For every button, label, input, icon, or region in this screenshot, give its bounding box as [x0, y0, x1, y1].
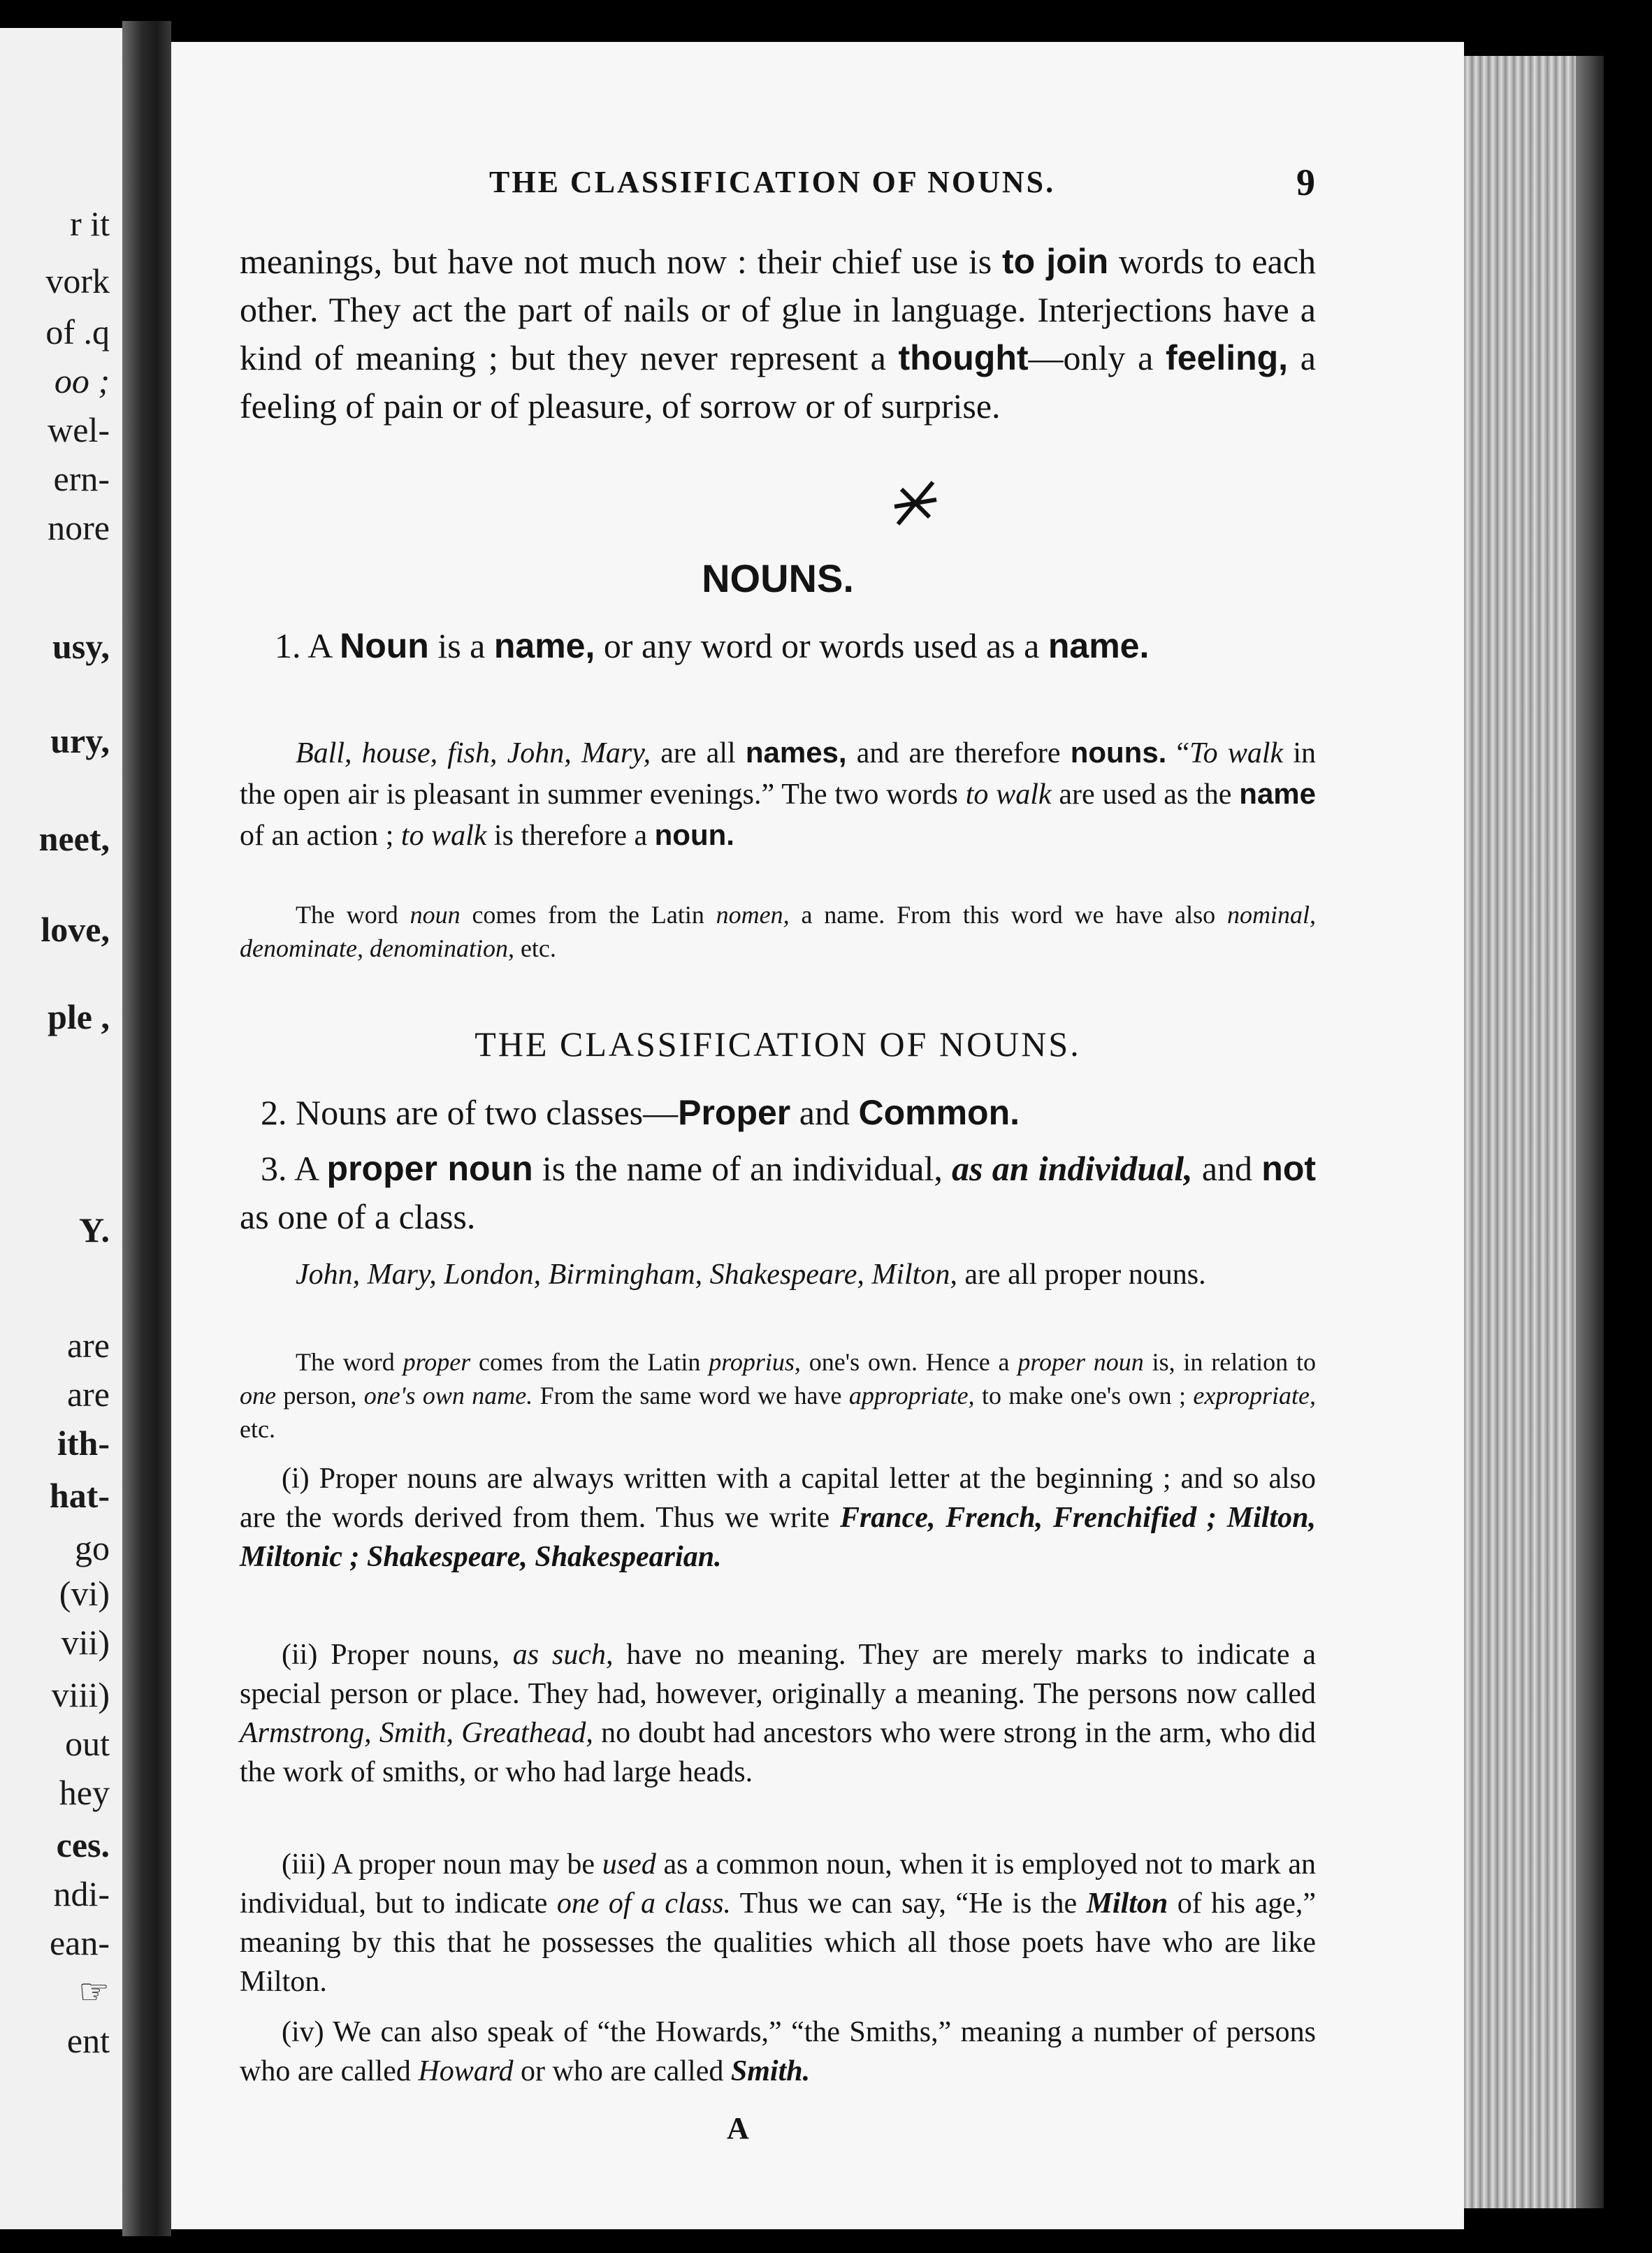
signature-mark: A: [727, 2111, 749, 2145]
text: —only a: [1028, 338, 1166, 377]
previous-page-fragment: love,: [41, 910, 110, 949]
emphasis: not: [1261, 1149, 1317, 1188]
previous-page-fragment: wel-: [48, 410, 110, 449]
previous-page-fragment: are: [66, 1375, 110, 1414]
text: comes from the Latin: [460, 901, 716, 929]
paragraph-ii: [240, 1635, 1316, 1792]
previous-page-fragment: ndi-: [53, 1874, 110, 1913]
page-edges-shadow: [1576, 56, 1604, 2208]
text: and are therefore: [846, 737, 1071, 769]
text: and: [790, 1093, 859, 1132]
italic-text: used: [602, 1848, 656, 1881]
text: or any word or words used as a: [595, 626, 1048, 665]
italic-text: Smith.: [730, 2055, 811, 2087]
definition-3: [240, 1145, 1316, 1241]
previous-page-fragment: usy,: [52, 627, 110, 666]
previous-page-fragment: go: [75, 1528, 110, 1567]
emphasis: nouns.: [1070, 736, 1167, 769]
section-heading-nouns: NOUNS.: [702, 556, 854, 600]
italic-text: Armstrong, Smith, Greathead,: [240, 1717, 593, 1749]
text: From the same word we have: [532, 1382, 849, 1410]
running-head: THE CLASSIFICATION OF NOUNS.: [489, 165, 1056, 199]
italic-text: France, French, Frenchified ; Milton, Miltonic ; Shakespeare, Shakespearian.: [240, 1502, 1317, 1573]
paragraph-i: [240, 1459, 1316, 1577]
emphasis: name,: [493, 626, 595, 665]
previous-page-fragment: vii): [61, 1623, 110, 1662]
italic-text: nominal, denominate, denomination,: [240, 901, 1316, 962]
text: are all proper nouns.: [957, 1259, 1206, 1291]
italic-text: one: [240, 1382, 276, 1410]
italic-text: one of a class.: [556, 1888, 731, 1920]
previous-page-fragment: ces.: [56, 1825, 110, 1864]
italic-text: one's own name.: [363, 1382, 533, 1410]
emphasis: proper noun: [326, 1149, 533, 1188]
text: etc.: [514, 934, 556, 962]
text: 1. A: [275, 626, 340, 665]
text: a feeling of pain or of pleasure, of sorrow or of surprise.: [240, 338, 1316, 426]
previous-page-fragment: of .q: [45, 312, 110, 352]
example-1: [240, 732, 1316, 856]
text: (iii) A proper noun may be: [282, 1848, 602, 1881]
italic-text: expropriate,: [1193, 1382, 1316, 1410]
emphasis: name.: [1048, 626, 1150, 665]
text: to make one's own ;: [974, 1382, 1194, 1410]
previous-page-fragment: Y.: [78, 1210, 110, 1249]
previous-page-fragment: ean-: [49, 1923, 110, 1962]
text: are used as the: [1051, 778, 1240, 811]
previous-page-fragment: (vi): [59, 1574, 110, 1613]
emphasis: Noun: [340, 626, 429, 665]
emphasis: name: [1239, 777, 1317, 810]
text: are all: [651, 737, 746, 769]
italic-text: proper: [403, 1348, 471, 1376]
italic-text: To walk: [1189, 737, 1284, 769]
text: (ii) Proper nouns,: [282, 1639, 513, 1671]
text: in the open air is pleasant in summer evenings.” The two words: [240, 737, 1317, 811]
text: one's own. Hence a: [800, 1348, 1018, 1376]
text: meanings, but have not much now : their chief use is: [240, 242, 1002, 281]
page-number: 9: [1296, 161, 1315, 203]
italic-text: John, Mary, London, Birmingham, Shakespeare, Milton,: [296, 1259, 957, 1291]
text: is therefore a: [486, 820, 655, 852]
intro-paragraph: [240, 238, 1316, 430]
previous-page-fragment: ent: [66, 2021, 110, 2060]
emphasis: to join: [1001, 242, 1109, 281]
emphasis: thought: [898, 338, 1029, 377]
emphasis: Proper: [678, 1093, 791, 1132]
italic-text: Howard: [418, 2055, 514, 2087]
section-heading-classification: THE CLASSIFICATION OF NOUNS.: [474, 1024, 1081, 1064]
text: “: [1166, 737, 1190, 769]
text: is, in relation to: [1143, 1348, 1316, 1376]
italic-text: proper noun: [1017, 1348, 1144, 1376]
text: comes from the Latin: [470, 1348, 709, 1376]
previous-page-fragment: are: [66, 1326, 110, 1365]
text: have no meaning. They are merely marks to indicate a special person or place. They had, however, originally a meaning. The persons now called: [240, 1639, 1316, 1710]
previous-page: [0, 28, 122, 2229]
previous-page-fragment: viii): [51, 1675, 110, 1714]
paragraph-iv: [240, 2013, 1316, 2091]
previous-page-fragment: ury,: [50, 721, 110, 760]
previous-page-fragment: vork: [45, 261, 110, 300]
italic-text: nomen,: [716, 901, 790, 929]
italic-text: Milton: [1086, 1888, 1168, 1920]
emphasis: Common.: [858, 1093, 1020, 1132]
emphasis: feeling,: [1166, 338, 1289, 377]
page-edges: [1464, 56, 1590, 2208]
previous-page-fragment: hey: [59, 1773, 110, 1812]
text: person,: [275, 1382, 364, 1410]
previous-page-fragment: out: [65, 1724, 110, 1763]
previous-page-fragment: ern-: [53, 459, 110, 498]
text: as a common noun, when it is employed not to mark an individual, but to indicate: [240, 1848, 1316, 1920]
emphasis: noun.: [654, 818, 734, 851]
text: The word: [296, 1348, 403, 1376]
italic-text: as such,: [512, 1639, 614, 1671]
text: 2. Nouns are of two classes—: [261, 1093, 679, 1132]
example-2: [240, 1254, 1316, 1295]
text: (i) Proper nouns are always written with a capital letter at the beginning ; and so also are the words derived from them. Thus we write: [240, 1463, 1316, 1534]
previous-page-fragment: r it: [70, 204, 110, 243]
book-gutter: [122, 21, 171, 2236]
text: no doubt had ancestors who were strong in the arm, who did the work of smiths, or who had large heads.: [240, 1717, 1317, 1788]
previous-page-fragment: oo ;: [54, 361, 110, 400]
pencil-cross-mark: [887, 475, 943, 531]
text: is the name of an individual,: [532, 1149, 952, 1188]
text: etc.: [240, 1415, 275, 1443]
text: of his age,” meaning by this that he possesses the qualities which all those poets have who are like Milton.: [240, 1888, 1316, 1998]
definition-1: [240, 622, 1316, 670]
text: Thus we can say, “He is the: [730, 1888, 1087, 1920]
italic-text: appropriate,: [848, 1382, 975, 1410]
note-2: [240, 1345, 1316, 1446]
text: or who are called: [513, 2055, 731, 2087]
previous-page-fragment: ple ,: [48, 997, 110, 1036]
text: a name. From this word we have also: [789, 901, 1227, 929]
paragraph-iii: [240, 1845, 1316, 2001]
text: of an action ;: [240, 820, 401, 852]
italic-text: Ball, house, fish, John, Mary,: [296, 737, 651, 769]
previous-page-fragment: neet,: [38, 819, 110, 858]
italic-text: to walk: [400, 820, 487, 852]
emphasis: as an individual,: [952, 1149, 1193, 1188]
definition-2: [240, 1089, 1316, 1137]
italic-text: proprius,: [709, 1348, 801, 1376]
text: The word: [296, 901, 410, 929]
text: 3. A: [261, 1149, 327, 1188]
text: as one of a class.: [240, 1197, 476, 1236]
note-1: [240, 898, 1316, 965]
italic-text: noun: [410, 901, 461, 929]
previous-page-fragment: ith-: [57, 1423, 110, 1463]
italic-text: to walk: [965, 778, 1052, 811]
previous-page-fragment: nore: [48, 508, 110, 547]
text: (iv) We can also speak of “the Howards,” “the Smiths,” meaning a number of persons who are called: [240, 2016, 1316, 2087]
emphasis: names,: [745, 736, 847, 769]
text: is a: [428, 626, 494, 665]
previous-page-fragment: hat-: [49, 1476, 110, 1515]
previous-page-fragment: ☞: [78, 1972, 110, 2011]
text: and: [1192, 1149, 1262, 1188]
text: words to each other. They act the part of nails or of glue in language. Interjections have a kind of meaning ; but they never represent a: [240, 242, 1317, 377]
